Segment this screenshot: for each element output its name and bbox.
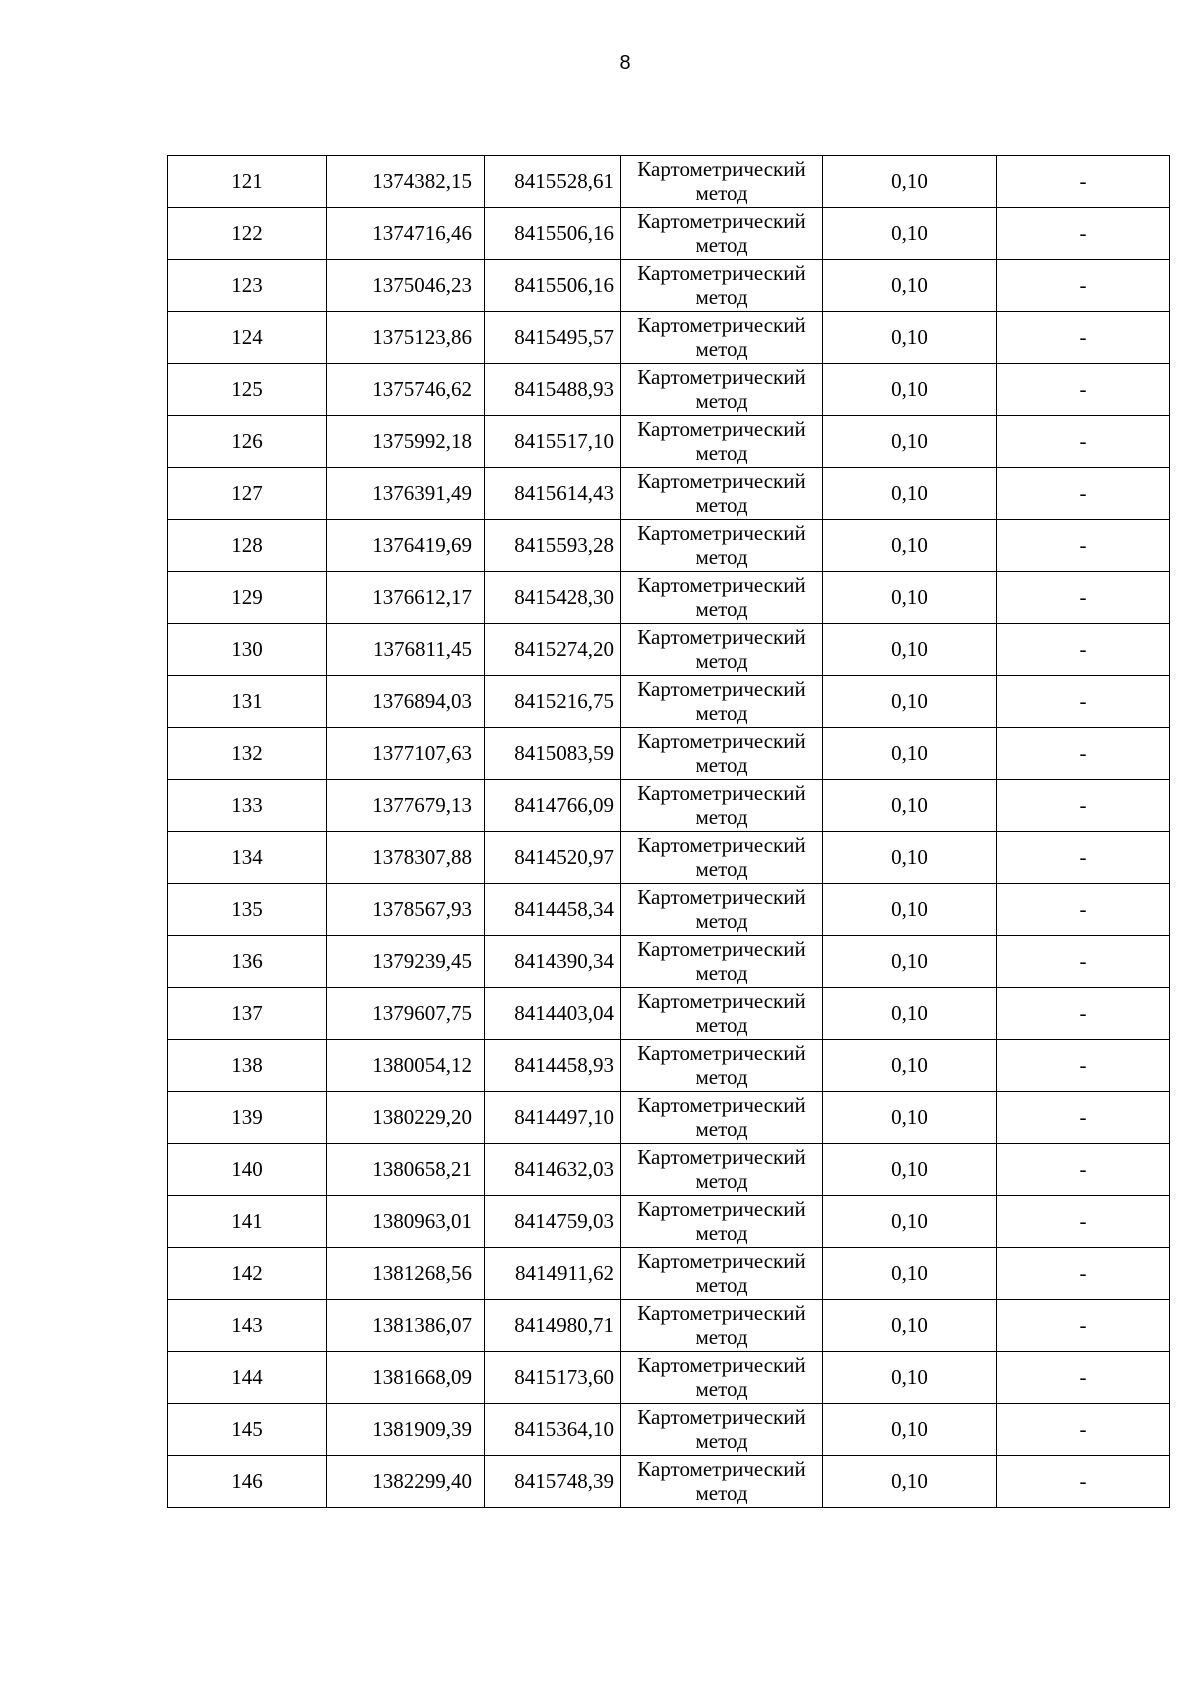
coordinates-table xyxy=(167,155,1170,1508)
y-coordinate-cell: 8414759,03 xyxy=(485,1196,621,1248)
table-row xyxy=(168,1092,1170,1144)
y-coordinate-cell: 8415488,93 xyxy=(485,364,621,416)
table-row xyxy=(168,520,1170,572)
accuracy-cell: 0,10 xyxy=(823,1300,997,1352)
note-cell: - xyxy=(997,312,1170,364)
y-coordinate-cell: 8415173,60 xyxy=(485,1352,621,1404)
accuracy-cell: 0,10 xyxy=(823,1040,997,1092)
x-coordinate-cell: 1376612,17 xyxy=(327,572,485,624)
note-cell: - xyxy=(997,260,1170,312)
accuracy-cell: 0,10 xyxy=(823,520,997,572)
method-text: Картометрический метод xyxy=(637,1405,806,1453)
y-coordinate-cell: 8415506,16 xyxy=(485,208,621,260)
y-coordinate-cell: 8415614,43 xyxy=(485,468,621,520)
accuracy-cell: 0,10 xyxy=(823,1456,997,1508)
method-cell xyxy=(621,1092,823,1144)
method-text: Картометрический метод xyxy=(637,989,806,1037)
table-row xyxy=(168,572,1170,624)
table-row xyxy=(168,988,1170,1040)
method-cell xyxy=(621,1144,823,1196)
method-text: Картометрический метод xyxy=(637,1093,806,1141)
method-text: Картометрический метод xyxy=(637,729,806,777)
x-coordinate-cell: 1380054,12 xyxy=(327,1040,485,1092)
accuracy-cell: 0,10 xyxy=(823,936,997,988)
note-cell: - xyxy=(997,416,1170,468)
note-cell: - xyxy=(997,832,1170,884)
method-text: Картометрический метод xyxy=(637,521,806,569)
note-cell: - xyxy=(997,1300,1170,1352)
note-cell: - xyxy=(997,676,1170,728)
y-coordinate-cell: 8415428,30 xyxy=(485,572,621,624)
x-coordinate-cell: 1374382,15 xyxy=(327,156,485,208)
method-cell xyxy=(621,520,823,572)
note-cell: - xyxy=(997,728,1170,780)
x-coordinate-cell: 1375046,23 xyxy=(327,260,485,312)
y-coordinate-cell: 8415506,16 xyxy=(485,260,621,312)
method-text: Картометрический метод xyxy=(637,1197,806,1245)
point-number-cell: 140 xyxy=(168,1144,327,1196)
point-number-cell: 121 xyxy=(168,156,327,208)
x-coordinate-cell: 1381668,09 xyxy=(327,1352,485,1404)
y-coordinate-cell: 8414458,93 xyxy=(485,1040,621,1092)
method-cell xyxy=(621,988,823,1040)
y-coordinate-cell: 8415517,10 xyxy=(485,416,621,468)
accuracy-cell: 0,10 xyxy=(823,1404,997,1456)
table-body xyxy=(168,156,1170,1508)
x-coordinate-cell: 1380658,21 xyxy=(327,1144,485,1196)
accuracy-cell: 0,10 xyxy=(823,780,997,832)
x-coordinate-cell: 1376419,69 xyxy=(327,520,485,572)
method-text: Картометрический метод xyxy=(637,677,806,725)
point-number-cell: 145 xyxy=(168,1404,327,1456)
method-cell xyxy=(621,936,823,988)
method-cell xyxy=(621,416,823,468)
point-number-cell: 143 xyxy=(168,1300,327,1352)
accuracy-cell: 0,10 xyxy=(823,1092,997,1144)
x-coordinate-cell: 1381909,39 xyxy=(327,1404,485,1456)
x-coordinate-cell: 1375992,18 xyxy=(327,416,485,468)
method-text: Картометрический метод xyxy=(637,885,806,933)
x-coordinate-cell: 1380229,20 xyxy=(327,1092,485,1144)
accuracy-cell: 0,10 xyxy=(823,468,997,520)
table-row xyxy=(168,364,1170,416)
point-number-cell: 139 xyxy=(168,1092,327,1144)
method-text: Картометрический метод xyxy=(637,365,806,413)
method-cell xyxy=(621,832,823,884)
method-cell xyxy=(621,468,823,520)
x-coordinate-cell: 1377679,13 xyxy=(327,780,485,832)
method-text: Картометрический метод xyxy=(637,209,806,257)
x-coordinate-cell: 1379607,75 xyxy=(327,988,485,1040)
table-row xyxy=(168,1456,1170,1508)
point-number-cell: 141 xyxy=(168,1196,327,1248)
y-coordinate-cell: 8415593,28 xyxy=(485,520,621,572)
note-cell: - xyxy=(997,208,1170,260)
y-coordinate-cell: 8415364,10 xyxy=(485,1404,621,1456)
y-coordinate-cell: 8414632,03 xyxy=(485,1144,621,1196)
point-number-cell: 138 xyxy=(168,1040,327,1092)
note-cell: - xyxy=(997,468,1170,520)
y-coordinate-cell: 8415748,39 xyxy=(485,1456,621,1508)
x-coordinate-cell: 1376894,03 xyxy=(327,676,485,728)
method-cell xyxy=(621,780,823,832)
y-coordinate-cell: 8415495,57 xyxy=(485,312,621,364)
method-cell xyxy=(621,676,823,728)
note-cell: - xyxy=(997,1248,1170,1300)
x-coordinate-cell: 1378307,88 xyxy=(327,832,485,884)
accuracy-cell: 0,10 xyxy=(823,1352,997,1404)
table-row xyxy=(168,468,1170,520)
point-number-cell: 130 xyxy=(168,624,327,676)
method-text: Картометрический метод xyxy=(637,573,806,621)
x-coordinate-cell: 1375746,62 xyxy=(327,364,485,416)
table-row xyxy=(168,780,1170,832)
method-cell xyxy=(621,572,823,624)
x-coordinate-cell: 1379239,45 xyxy=(327,936,485,988)
note-cell: - xyxy=(997,1040,1170,1092)
y-coordinate-cell: 8415528,61 xyxy=(485,156,621,208)
y-coordinate-cell: 8415083,59 xyxy=(485,728,621,780)
note-cell: - xyxy=(997,1404,1170,1456)
point-number-cell: 144 xyxy=(168,1352,327,1404)
method-cell xyxy=(621,1196,823,1248)
method-text: Картометрический метод xyxy=(637,1353,806,1401)
point-number-cell: 124 xyxy=(168,312,327,364)
table-row xyxy=(168,676,1170,728)
table-row xyxy=(168,1144,1170,1196)
method-cell xyxy=(621,312,823,364)
method-text: Картометрический метод xyxy=(637,469,806,517)
table-row xyxy=(168,1040,1170,1092)
accuracy-cell: 0,10 xyxy=(823,1144,997,1196)
accuracy-cell: 0,10 xyxy=(823,884,997,936)
note-cell: - xyxy=(997,156,1170,208)
note-cell: - xyxy=(997,520,1170,572)
method-cell xyxy=(621,884,823,936)
point-number-cell: 127 xyxy=(168,468,327,520)
note-cell: - xyxy=(997,364,1170,416)
point-number-cell: 133 xyxy=(168,780,327,832)
x-coordinate-cell: 1374716,46 xyxy=(327,208,485,260)
table-row xyxy=(168,156,1170,208)
table-row xyxy=(168,1404,1170,1456)
note-cell: - xyxy=(997,572,1170,624)
accuracy-cell: 0,10 xyxy=(823,988,997,1040)
method-text: Картометрический метод xyxy=(637,1145,806,1193)
accuracy-cell: 0,10 xyxy=(823,572,997,624)
table-row xyxy=(168,624,1170,676)
note-cell: - xyxy=(997,1092,1170,1144)
note-cell: - xyxy=(997,624,1170,676)
accuracy-cell: 0,10 xyxy=(823,832,997,884)
table-row xyxy=(168,1196,1170,1248)
table-row xyxy=(168,884,1170,936)
method-text: Картометрический метод xyxy=(637,261,806,309)
note-cell: - xyxy=(997,936,1170,988)
point-number-cell: 123 xyxy=(168,260,327,312)
accuracy-cell: 0,10 xyxy=(823,728,997,780)
method-cell xyxy=(621,1040,823,1092)
x-coordinate-cell: 1381268,56 xyxy=(327,1248,485,1300)
point-number-cell: 132 xyxy=(168,728,327,780)
page-number: 8 xyxy=(619,52,631,74)
accuracy-cell: 0,10 xyxy=(823,416,997,468)
point-number-cell: 126 xyxy=(168,416,327,468)
accuracy-cell: 0,10 xyxy=(823,624,997,676)
x-coordinate-cell: 1377107,63 xyxy=(327,728,485,780)
accuracy-cell: 0,10 xyxy=(823,1196,997,1248)
y-coordinate-cell: 8414390,34 xyxy=(485,936,621,988)
method-cell xyxy=(621,1404,823,1456)
table-row xyxy=(168,1300,1170,1352)
accuracy-cell: 0,10 xyxy=(823,312,997,364)
table-row xyxy=(168,416,1170,468)
point-number-cell: 142 xyxy=(168,1248,327,1300)
point-number-cell: 125 xyxy=(168,364,327,416)
x-coordinate-cell: 1378567,93 xyxy=(327,884,485,936)
method-cell xyxy=(621,1352,823,1404)
note-cell: - xyxy=(997,1456,1170,1508)
point-number-cell: 146 xyxy=(168,1456,327,1508)
table-row xyxy=(168,1248,1170,1300)
table-row xyxy=(168,832,1170,884)
y-coordinate-cell: 8414766,09 xyxy=(485,780,621,832)
accuracy-cell: 0,10 xyxy=(823,1248,997,1300)
note-cell: - xyxy=(997,988,1170,1040)
x-coordinate-cell: 1382299,40 xyxy=(327,1456,485,1508)
note-cell: - xyxy=(997,1144,1170,1196)
point-number-cell: 131 xyxy=(168,676,327,728)
x-coordinate-cell: 1376811,45 xyxy=(327,624,485,676)
method-text: Картометрический метод xyxy=(637,833,806,881)
method-cell xyxy=(621,1300,823,1352)
point-number-cell: 134 xyxy=(168,832,327,884)
method-text: Картометрический метод xyxy=(637,1301,806,1349)
accuracy-cell: 0,10 xyxy=(823,676,997,728)
method-text: Картометрический метод xyxy=(637,157,806,205)
y-coordinate-cell: 8415274,20 xyxy=(485,624,621,676)
method-cell xyxy=(621,364,823,416)
y-coordinate-cell: 8414980,71 xyxy=(485,1300,621,1352)
note-cell: - xyxy=(997,884,1170,936)
method-cell xyxy=(621,208,823,260)
note-cell: - xyxy=(997,780,1170,832)
method-text: Картометрический метод xyxy=(637,1457,806,1505)
accuracy-cell: 0,10 xyxy=(823,260,997,312)
method-cell xyxy=(621,156,823,208)
method-cell xyxy=(621,1248,823,1300)
accuracy-cell: 0,10 xyxy=(823,364,997,416)
y-coordinate-cell: 8415216,75 xyxy=(485,676,621,728)
method-cell xyxy=(621,1456,823,1508)
point-number-cell: 122 xyxy=(168,208,327,260)
method-text: Картометрический метод xyxy=(637,937,806,985)
note-cell: - xyxy=(997,1196,1170,1248)
x-coordinate-cell: 1380963,01 xyxy=(327,1196,485,1248)
table-row xyxy=(168,1352,1170,1404)
x-coordinate-cell: 1381386,07 xyxy=(327,1300,485,1352)
table-row xyxy=(168,260,1170,312)
point-number-cell: 129 xyxy=(168,572,327,624)
method-text: Картометрический метод xyxy=(637,1249,806,1297)
method-cell xyxy=(621,624,823,676)
table-row xyxy=(168,936,1170,988)
point-number-cell: 135 xyxy=(168,884,327,936)
method-text: Картометрический метод xyxy=(637,313,806,361)
table-row xyxy=(168,728,1170,780)
method-cell xyxy=(621,728,823,780)
method-text: Картометрический метод xyxy=(637,625,806,673)
y-coordinate-cell: 8414403,04 xyxy=(485,988,621,1040)
y-coordinate-cell: 8414911,62 xyxy=(485,1248,621,1300)
method-text: Картометрический метод xyxy=(637,1041,806,1089)
table-row xyxy=(168,312,1170,364)
x-coordinate-cell: 1376391,49 xyxy=(327,468,485,520)
table-row xyxy=(168,208,1170,260)
method-cell xyxy=(621,260,823,312)
y-coordinate-cell: 8414458,34 xyxy=(485,884,621,936)
point-number-cell: 128 xyxy=(168,520,327,572)
accuracy-cell: 0,10 xyxy=(823,156,997,208)
x-coordinate-cell: 1375123,86 xyxy=(327,312,485,364)
method-text: Картометрический метод xyxy=(637,781,806,829)
y-coordinate-cell: 8414497,10 xyxy=(485,1092,621,1144)
note-cell: - xyxy=(997,1352,1170,1404)
point-number-cell: 137 xyxy=(168,988,327,1040)
accuracy-cell: 0,10 xyxy=(823,208,997,260)
y-coordinate-cell: 8414520,97 xyxy=(485,832,621,884)
point-number-cell: 136 xyxy=(168,936,327,988)
method-text: Картометрический метод xyxy=(637,417,806,465)
